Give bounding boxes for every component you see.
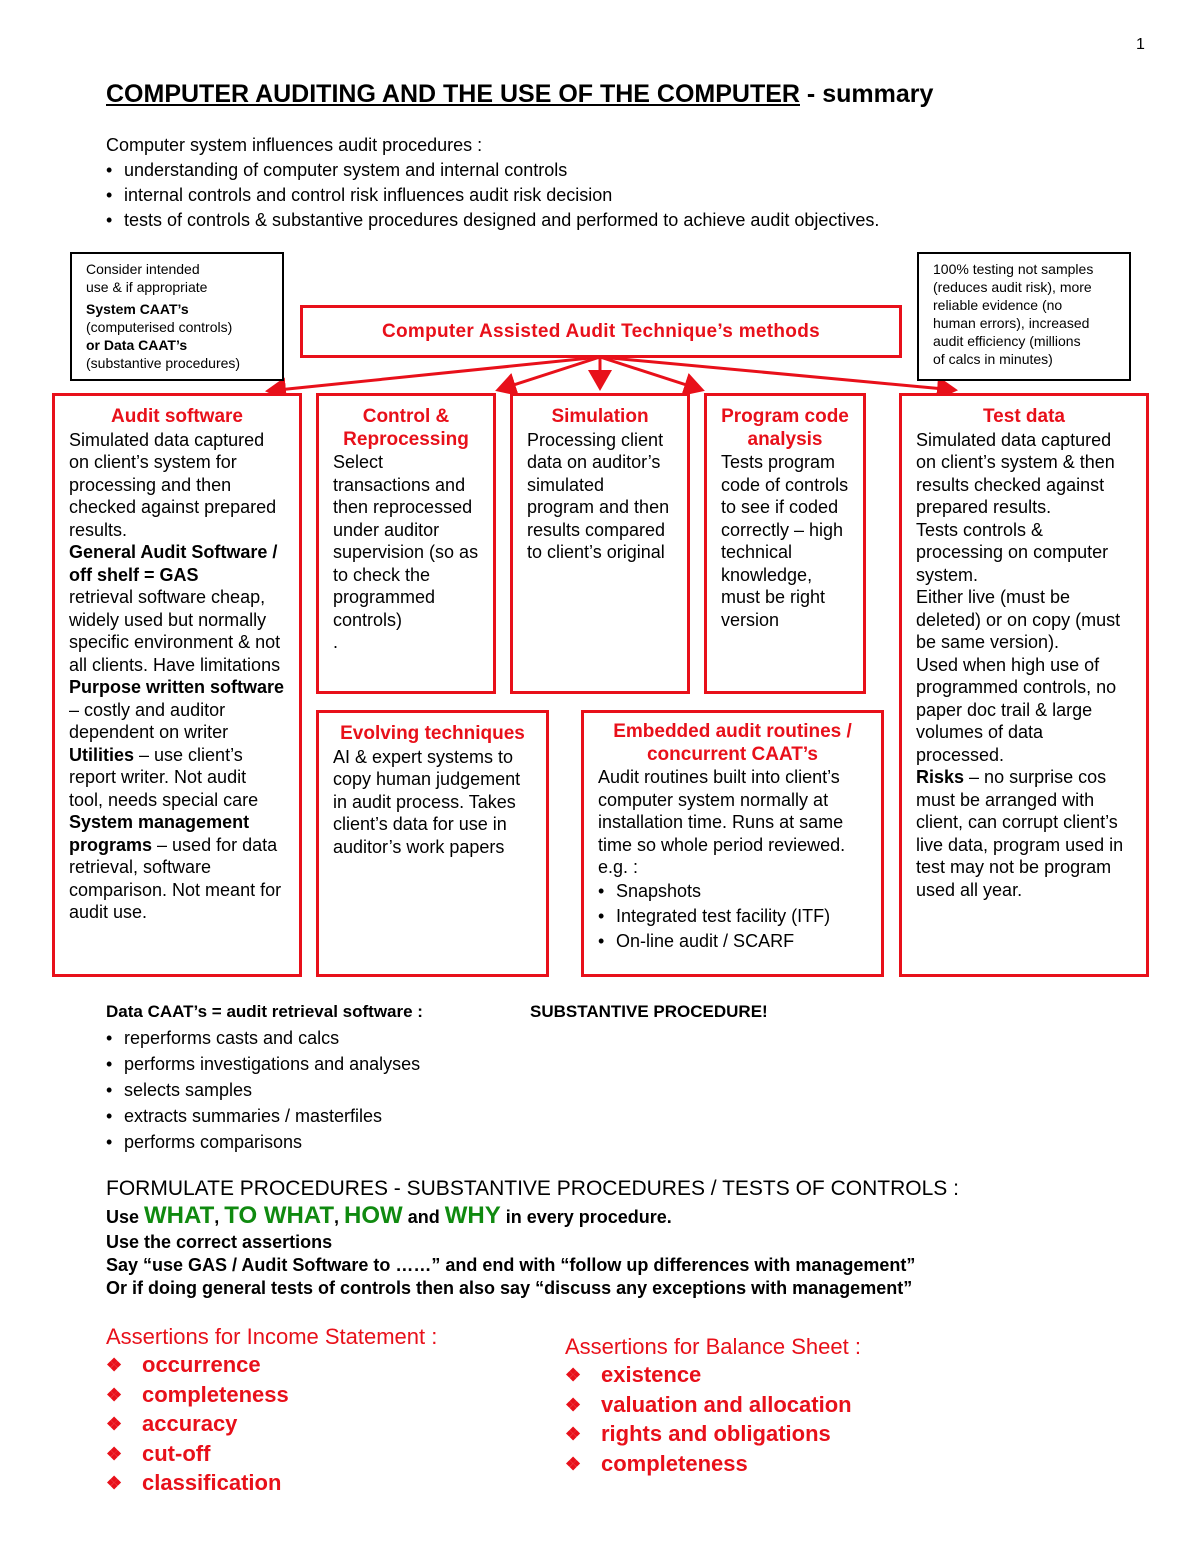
- box-title: Audit software: [111, 406, 243, 427]
- box-text: Audit routines built into client’s computer system normally at installation time. Runs at same time so whole period reviewed. e.g. :: [598, 767, 846, 877]
- intro-bullet: • understanding of computer system and internal controls: [106, 158, 879, 183]
- note-line: (reduces audit risk), more: [933, 279, 1092, 295]
- intro-bullet: • tests of controls & substantive procedures designed and performed to achieve audit objectives.: [106, 208, 879, 233]
- note-line: or Data CAAT’s: [86, 337, 188, 353]
- box-text: – costly and auditor dependent on writer: [69, 699, 229, 742]
- note-line: use & if appropriate: [86, 279, 208, 295]
- list-item: ❖ existence: [565, 1360, 861, 1390]
- box-title: Evolving techniques: [340, 723, 525, 744]
- list-item: • On-line audit / SCARF: [598, 929, 867, 954]
- note-line: System CAAT’s: [86, 301, 189, 317]
- box-text: AI & expert systems to copy human judgement in audit process. Takes client’s data for use in auditor’s work papers: [333, 746, 521, 857]
- box-text: Simulated data captured on client’s system for processing and then checked against prepared results.: [69, 429, 277, 540]
- box-title: Simulation: [551, 406, 649, 427]
- why-keyword: WHY: [444, 1202, 501, 1229]
- note-line: of calcs in minutes): [933, 351, 1053, 367]
- box-text: Tests program code of controls to see if coded correctly – high technical knowledge, must be right version: [721, 452, 849, 630]
- program-code-analysis-box: [704, 393, 866, 694]
- box-text: – use client’s report writer. Not audit tool, needs special care: [69, 744, 259, 810]
- substantive-tag: SUBSTANTIVE PROCEDURE!: [530, 1002, 768, 1021]
- page-number: 1: [1136, 36, 1145, 53]
- to-what-keyword: TO WHAT: [224, 1202, 335, 1229]
- list-item: ❖ rights and obligations: [565, 1419, 861, 1449]
- list-item: • Snapshots: [598, 879, 867, 904]
- test-data-box: [899, 393, 1149, 977]
- text: ,: [214, 1207, 225, 1227]
- box-subhead: General Audit Software / off shelf = GAS: [69, 542, 278, 585]
- assertions-balance-sheet: [565, 1334, 861, 1478]
- system-data-caat-note: [70, 252, 284, 381]
- box-text: .: [333, 632, 339, 652]
- box-text: Either live (must be deleted) or on copy (must be same version).: [916, 587, 1121, 652]
- box-subhead: Risks: [916, 767, 965, 787]
- box-subhead: Utilities: [69, 744, 135, 765]
- what-keyword: WHAT: [144, 1202, 215, 1229]
- box-text: Tests controls & processing on computer system.: [916, 519, 1109, 585]
- list-item: • performs investigations and analyses: [106, 1051, 1106, 1077]
- note-line: Consider intended: [86, 261, 200, 277]
- list-item: ❖ cut-off: [106, 1439, 437, 1469]
- formulate-line3: Say “use GAS / Audit Software to ……” and end with “follow up differences with management”: [106, 1255, 916, 1275]
- note-line: human errors), increased: [933, 315, 1090, 331]
- embedded-audit-routines-box: [581, 710, 884, 977]
- list-item: ❖ completeness: [565, 1449, 861, 1479]
- assertions-list: [106, 1350, 437, 1498]
- assertions-heading: Assertions for Income Statement :: [106, 1324, 438, 1349]
- box-text: – no surprise cos must be arranged with client, can corrupt client’s live data, program used in test may not be program used all year.: [916, 767, 1124, 900]
- box-text: Simulated data captured on client’s system & then results checked against prepared results.: [916, 429, 1115, 517]
- box-subhead: System management programs: [69, 812, 250, 855]
- box-text: Processing client data on auditor’s simulated program and then results compared to client’s original: [527, 429, 670, 562]
- data-caats-list: [106, 1025, 1106, 1155]
- box-text: retrieval software cheap, widely used but normally specific environment & not all clients. Have limitations: [69, 587, 281, 675]
- list-item: ❖ accuracy: [106, 1409, 437, 1439]
- formulate-line4: Or if doing general tests of controls then also say “discuss any exceptions with management”: [106, 1278, 913, 1298]
- box-title: Test data: [982, 406, 1065, 427]
- list-item: ❖ valuation and allocation: [565, 1390, 861, 1420]
- list-item: ❖ completeness: [106, 1380, 437, 1410]
- box-title: Program code analysis: [721, 406, 849, 450]
- formulate-heading: FORMULATE PROCEDURES - SUBSTANTIVE PROCEDURES / TESTS OF CONTROLS :: [106, 1177, 959, 1200]
- note-line: 100% testing not samples: [933, 261, 1094, 277]
- intro-lead: Computer system influences audit procedures :: [106, 135, 483, 155]
- intro-bullet: • internal controls and control risk influences audit risk decision: [106, 183, 879, 208]
- list-item: • performs comparisons: [106, 1129, 1106, 1155]
- data-caats-heading: [106, 999, 1106, 1025]
- evolving-techniques-box: [316, 710, 549, 977]
- box-title: Embedded audit routines / concurrent CAAT’s: [613, 721, 852, 765]
- audit-software-box: [52, 393, 302, 977]
- note-line: reliable evidence (no: [933, 297, 1063, 313]
- list-item: ❖ occurrence: [106, 1350, 437, 1380]
- benefits-note: [917, 252, 1131, 381]
- note-line: (computerised controls): [86, 319, 233, 335]
- formulate-line1: [106, 1202, 959, 1231]
- heading-text: Data CAAT’s = audit retrieval software :: [106, 1002, 423, 1021]
- note-line: audit efficiency (millions: [933, 333, 1081, 349]
- box-text: Used when high use of programmed controls, no paper doc trail & large volumes of data processed.: [916, 654, 1117, 765]
- control-reprocessing-box: [316, 393, 496, 694]
- how-keyword: HOW: [344, 1202, 403, 1229]
- box-subhead: Purpose written software: [69, 677, 285, 697]
- caat-methods-title: Computer Assisted Audit Technique’s methods: [300, 305, 902, 358]
- formulate-line2: Use the correct assertions: [106, 1232, 333, 1252]
- embedded-list: [598, 879, 867, 954]
- text: ,: [334, 1207, 345, 1227]
- simulation-box: [510, 393, 690, 694]
- text: in every procedure.: [500, 1207, 672, 1227]
- list-item: ❖ classification: [106, 1468, 437, 1498]
- text: Use: [106, 1207, 145, 1227]
- box-title: Control & Reprocessing: [343, 406, 469, 450]
- list-item: • Integrated test facility (ITF): [598, 904, 867, 929]
- list-item: • extracts summaries / masterfiles: [106, 1103, 1106, 1129]
- list-item: • reperforms casts and calcs: [106, 1025, 1106, 1051]
- note-line: (substantive procedures): [86, 355, 241, 371]
- assertions-income-statement: [106, 1324, 437, 1498]
- formulate-section: [106, 1176, 959, 1300]
- box-text: – used for data retrieval, software comparison. Not meant for audit use.: [69, 834, 282, 922]
- box-text: Select transactions and then reprocessed under auditor supervision (so as to check the programmed controls): [333, 452, 479, 630]
- list-item: • selects samples: [106, 1077, 1106, 1103]
- title-suffix: - summary: [799, 80, 934, 108]
- title-main: COMPUTER AUDITING AND THE USE OF THE COMPUTER: [106, 80, 800, 108]
- data-caats-section: [106, 999, 1106, 1155]
- assertions-list: [565, 1360, 861, 1478]
- assertions-heading: Assertions for Balance Sheet :: [565, 1334, 861, 1359]
- text: and: [402, 1207, 445, 1227]
